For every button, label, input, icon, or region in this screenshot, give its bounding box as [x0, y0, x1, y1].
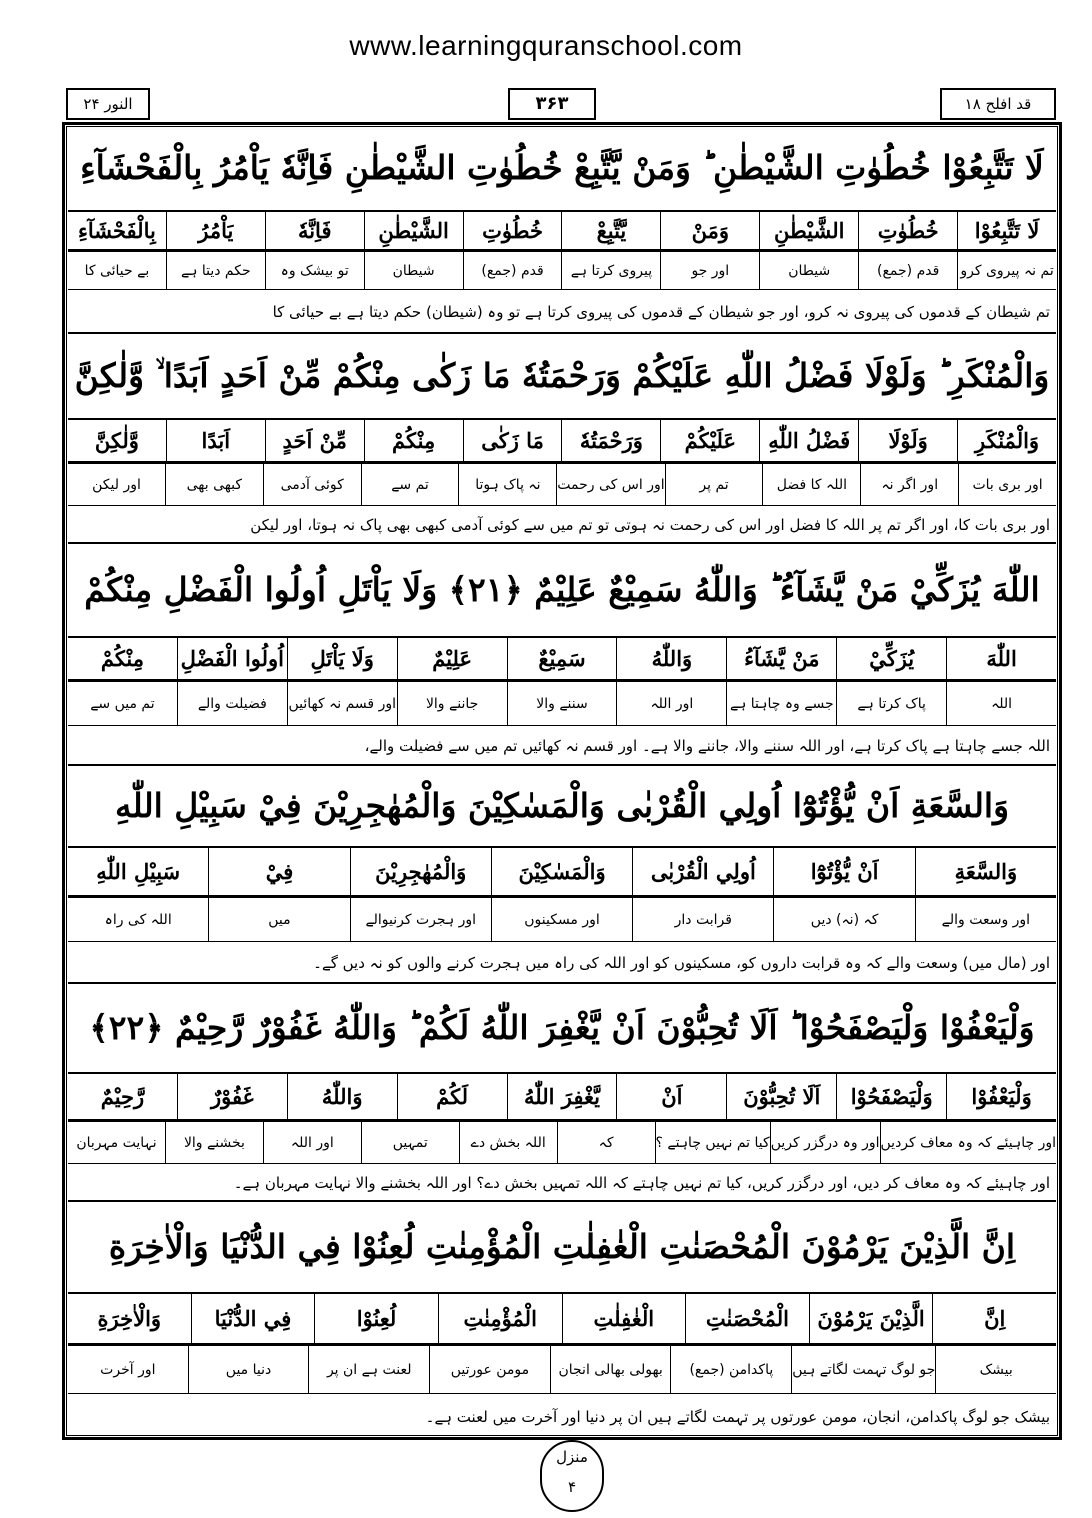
word-cell: الَّذِيْنَ يَرْمُوْنَ — [809, 1294, 933, 1343]
meaning-cell: اللہ کا فضل — [762, 464, 860, 505]
meaning-cell: کہ — [557, 1122, 655, 1163]
meaning-cell: اللہ — [946, 682, 1056, 725]
word-cell: مِّنْ اَحَدٍ — [265, 420, 364, 461]
word-cell: وَالْمُنْكَرِ — [957, 420, 1056, 461]
word-cell: مِنْكُمْ — [100, 646, 145, 671]
meaning-cell: بھولی بھالی انجان — [550, 1346, 671, 1393]
word-cell: لَكُمْ — [397, 1074, 507, 1119]
word-cell: وَّلٰكِنَّ — [94, 428, 139, 453]
word-cell: اللّٰهَ — [946, 638, 1056, 679]
word-cell: فَاِنَّهٗ — [265, 212, 364, 249]
word-cell: وَلَوْلَا — [858, 420, 957, 461]
word-cell: اِنَّ — [932, 1294, 1056, 1343]
word-cell: وَالْمُهٰجِرِيْنَ — [350, 848, 491, 895]
translation-line: اللہ جسے چاہتا ہے پاک کرتا ہے، اور اللہ سننے والا، جاننے والا ہے۔ اور قسم نہ کھائیں تم میں سے فضیلت والے، — [68, 726, 1056, 766]
meaning-cell: اور چاہیئے کہ وہ معاف کردیں — [880, 1122, 1056, 1163]
meaning-cell: بے حیائی کا — [84, 262, 150, 279]
meaning-cell: اور وہ درگزر کریں — [770, 1122, 880, 1163]
meaning-cell: کہ (نہ) دیں — [773, 898, 914, 941]
word-cell: يَّتَّبِعْ — [561, 212, 660, 249]
meaning-cell: فضیلت والے — [177, 682, 287, 725]
meaning-row — [68, 896, 1056, 942]
meaning-cell: تم پر — [665, 464, 763, 505]
word-cell: الْمُؤْمِنٰتِ — [438, 1294, 562, 1343]
word-cell: وَاللّٰهُ — [616, 638, 726, 679]
meaning-cell: بیشک — [935, 1346, 1056, 1393]
word-cell: سَمِيْعٌ — [507, 638, 617, 679]
word-cell: مَا زَكٰى — [463, 420, 562, 461]
meaning-cell: پیروی کرتا ہے — [561, 252, 660, 289]
manzil-number: ۴ — [567, 1478, 577, 1496]
word-cell: الْمُحْصَنٰتِ — [685, 1294, 809, 1343]
word-cell: خُطُوٰتِ — [858, 212, 957, 249]
meaning-cell: کوئی آدمی — [263, 464, 361, 505]
word-row — [68, 210, 1056, 250]
word-cell: وَالسَّعَةِ — [915, 848, 1056, 895]
meaning-cell: اور بری بات — [958, 464, 1056, 505]
meaning-cell: اور قسم نہ کھائیں — [287, 682, 397, 725]
word-cell: بِالْفَحْشَآءِ — [77, 218, 156, 243]
meaning-cell: قدم (جمع) — [463, 252, 562, 289]
meaning-cell: میں — [208, 898, 349, 941]
word-row — [68, 1292, 1056, 1344]
ayah-line: وَلْيَعْفُوْا وَلْيَصْفَحُوْا ؕ اَلَا تُحِبُّوْنَ اَنْ يَّغْفِرَ اللّٰهُ لَكُمْ ؕ وَاللّٰهُ غَفُوْرٌ رَّحِيْمٌ ﴿۲۲﴾ — [89, 1008, 1035, 1047]
word-row — [68, 636, 1056, 680]
meaning-cell: اور لیکن — [92, 476, 141, 493]
meaning-cell: تم سے — [361, 464, 459, 505]
meaning-cell: جاننے والا — [397, 682, 507, 725]
meaning-cell: اور آخرت — [100, 1361, 156, 1378]
page-number: ۳۶۳ — [508, 88, 596, 120]
meaning-row — [68, 1344, 1056, 1394]
meaning-cell: کیا تم نہیں چاہتے ؟ — [655, 1122, 770, 1163]
word-cell: اَنْ — [616, 1074, 726, 1119]
meaning-cell: لعنت ہے ان پر — [308, 1346, 429, 1393]
word-cell: عَلِيْمٌ — [397, 638, 507, 679]
word-cell: الشَّيْطٰنِ — [759, 212, 858, 249]
ayah-line: اِنَّ الَّذِيْنَ يَرْمُوْنَ الْمُحْصَنٰتِ الْغٰفِلٰتِ الْمُؤْمِنٰتِ لُعِنُوْا فِي الدُّنْيَا وَالْاٰخِرَةِ — [108, 1227, 1016, 1266]
site-url: www.learningquranschool.com — [349, 30, 743, 61]
word-cell: وَلَا يَاْتَلِ — [287, 638, 397, 679]
meaning-cell: اور جو — [660, 252, 759, 289]
word-cell: وَمَنْ — [660, 212, 759, 249]
meaning-cell: اور اللہ — [263, 1122, 361, 1163]
meaning-cell: تم میں سے — [90, 695, 155, 712]
meaning-cell: قدم (جمع) — [858, 252, 957, 289]
meaning-cell: حکم دیتا ہے — [166, 252, 265, 289]
meaning-cell: اور وسعت والے — [915, 898, 1056, 941]
meaning-cell: قرابت دار — [632, 898, 773, 941]
meaning-cell: تو بیشک وہ — [265, 252, 364, 289]
translation-line: اور بری بات کا، اور اگر تم پر اللہ کا فضل اور اس کی رحمت نہ ہوتی تو تم میں سے کوئی آدمی کبھی بھی پاک نہ ہوتا، اور لیکن — [68, 506, 1056, 544]
meaning-row — [68, 250, 1056, 290]
word-cell: وَالْاٰخِرَةِ — [97, 1306, 162, 1331]
word-cell: الشَّيْطٰنِ — [364, 212, 463, 249]
word-cell: الْغٰفِلٰتِ — [562, 1294, 686, 1343]
meaning-cell: اللہ بخش دے — [459, 1122, 557, 1163]
meaning-cell: تمہیں — [361, 1122, 459, 1163]
meaning-cell: پاکدامن (جمع) — [670, 1346, 791, 1393]
manzil-label: منزل — [556, 1448, 588, 1466]
meaning-cell: نہایت مہربان — [76, 1134, 157, 1151]
ayah-line: وَالْمُنْكَرِ ؕ وَلَوْلَا فَضْلُ اللّٰهِ عَلَيْكُمْ وَرَحْمَتُهٗ مَا زَكٰى مِنْكُمْ مِّنْ اَحَدٍ اَبَدًا ۙ وَّلٰكِنَّ — [74, 356, 1050, 395]
meaning-cell: جو لوگ تہمت لگاتے ہیں — [791, 1346, 935, 1393]
meaning-cell: دنیا میں — [188, 1346, 309, 1393]
word-cell: فِي الدُّنْيَا — [191, 1294, 315, 1343]
translation-line: بیشک جو لوگ پاکدامن، انجان، مومن عورتوں پر تہمت لگاتے ہیں ان پر دنیا اور آخرت میں لعنت ہے۔ — [68, 1394, 1056, 1440]
meaning-cell: مومن عورتیں — [429, 1346, 550, 1393]
meaning-cell: شیطان — [364, 252, 463, 289]
meaning-cell: اللہ کی راہ — [104, 911, 172, 928]
word-cell: مَنْ يَّشَآءُ — [726, 638, 836, 679]
surah-label: النور ۲۴ — [66, 88, 150, 120]
meaning-cell: اور مسکینوں — [491, 898, 632, 941]
word-cell: خُطُوٰتِ — [463, 212, 562, 249]
word-cell: اَلَا تُحِبُّوْنَ — [726, 1074, 836, 1119]
word-cell: فَضْلُ اللّٰهِ — [759, 420, 858, 461]
ayah-line: لَا تَتَّبِعُوْا خُطُوٰتِ الشَّيْطٰنِ ؕ وَمَنْ يَّتَّبِعْ خُطُوٰتِ الشَّيْطٰنِ فَاِنَّهٗ يَاْمُرُ بِالْفَحْشَآءِ — [80, 148, 1044, 187]
word-cell: اُولُوا الْفَضْلِ — [177, 638, 287, 679]
ayah-line: اللّٰهَ يُزَكِّيْ مَنْ يَّشَآءُ ؕ وَاللّٰهُ سَمِيْعٌ عَلِيْمٌ ﴿۲۱﴾ وَلَا يَاْتَلِ اُولُوا الْفَضْلِ مِنْكُمْ — [84, 570, 1040, 609]
word-row — [68, 418, 1056, 462]
word-cell: لَا تَتَّبِعُوْا — [957, 212, 1056, 249]
word-row — [68, 1072, 1056, 1120]
word-cell: يُزَكِّيْ — [836, 638, 946, 679]
meaning-cell: تم نہ پیروی کرو — [957, 252, 1056, 289]
meaning-row — [68, 680, 1056, 726]
meaning-cell: اور اس کی رحمت — [556, 464, 664, 505]
meaning-cell: شیطان — [759, 252, 858, 289]
word-row — [68, 846, 1056, 896]
meaning-row — [68, 462, 1056, 506]
meaning-cell: اور ہجرت کرنیوالے — [350, 898, 491, 941]
juz-label: قد افلح ۱۸ — [940, 88, 1056, 120]
word-cell: اُولِي الْقُرْبٰى — [632, 848, 773, 895]
meaning-cell: اور اللہ — [616, 682, 726, 725]
word-cell: سَبِيْلِ اللّٰهِ — [96, 859, 181, 884]
meaning-cell: جسے وہ چاہتا ہے — [726, 682, 836, 725]
word-cell: لُعِنُوْا — [314, 1294, 438, 1343]
word-cell: اَبَدًا — [166, 420, 265, 461]
meaning-cell: بخشنے والا — [165, 1122, 263, 1163]
word-cell: غَفُوْرٌ — [177, 1074, 287, 1119]
meaning-cell: اور اگر نہ — [860, 464, 958, 505]
word-cell: مِنْكُمْ — [364, 420, 463, 461]
word-cell: وَالْمَسٰكِيْنَ — [491, 848, 632, 895]
word-cell: يَّغْفِرَ اللّٰهُ — [507, 1074, 617, 1119]
word-cell: وَلْيَعْفُوْا — [946, 1074, 1056, 1119]
word-cell: وَلْيَصْفَحُوْا — [836, 1074, 946, 1119]
word-cell: وَرَحْمَتُهٗ — [561, 420, 660, 461]
meaning-cell: نہ پاک ہوتا — [458, 464, 556, 505]
manzil-badge — [540, 1440, 604, 1512]
translation-line: اور چاہیئے کہ وہ معاف کر دیں، اور درگزر کریں، کیا تم نہیں چاہتے کہ اللہ تمہیں بخش دے؟ اور اللہ بخشنے والا نہایت مہربان ہے۔ — [68, 1164, 1056, 1202]
meaning-cell: پاک کرتا ہے — [836, 682, 946, 725]
ayah-line: وَالسَّعَةِ اَنْ يُّؤْتُوْٓا اُولِي الْقُرْبٰى وَالْمَسٰكِيْنَ وَالْمُهٰجِرِيْنَ فِيْ سَبِيْلِ اللّٰهِ — [114, 786, 1010, 825]
meaning-row — [68, 1120, 1056, 1164]
translation-line: اور (مال میں) وسعت والے کہ وہ قرابت داروں کو، مسکینوں کو اور اللہ کی راہ میں ہجرت کرنے والوں کو نہ دیں گے۔ — [68, 942, 1056, 984]
translation-line: تم شیطان کے قدموں کی پیروی نہ کرو، اور جو شیطان کے قدموں کی پیروی کرتا ہے تو وہ (شیطان) حکم دیتا ہے بے حیائی کا — [68, 290, 1056, 334]
word-cell: يَاْمُرُ — [166, 212, 265, 249]
word-cell: عَلَيْكُمْ — [660, 420, 759, 461]
word-cell: رَّحِيْمٌ — [100, 1084, 145, 1109]
meaning-cell: کبھی بھی — [165, 464, 263, 505]
word-cell: اَنْ يُّؤْتُوْٓا — [773, 848, 914, 895]
word-cell: فِيْ — [208, 848, 349, 895]
meaning-cell: سننے والا — [507, 682, 617, 725]
word-cell: وَاللّٰهُ — [287, 1074, 397, 1119]
